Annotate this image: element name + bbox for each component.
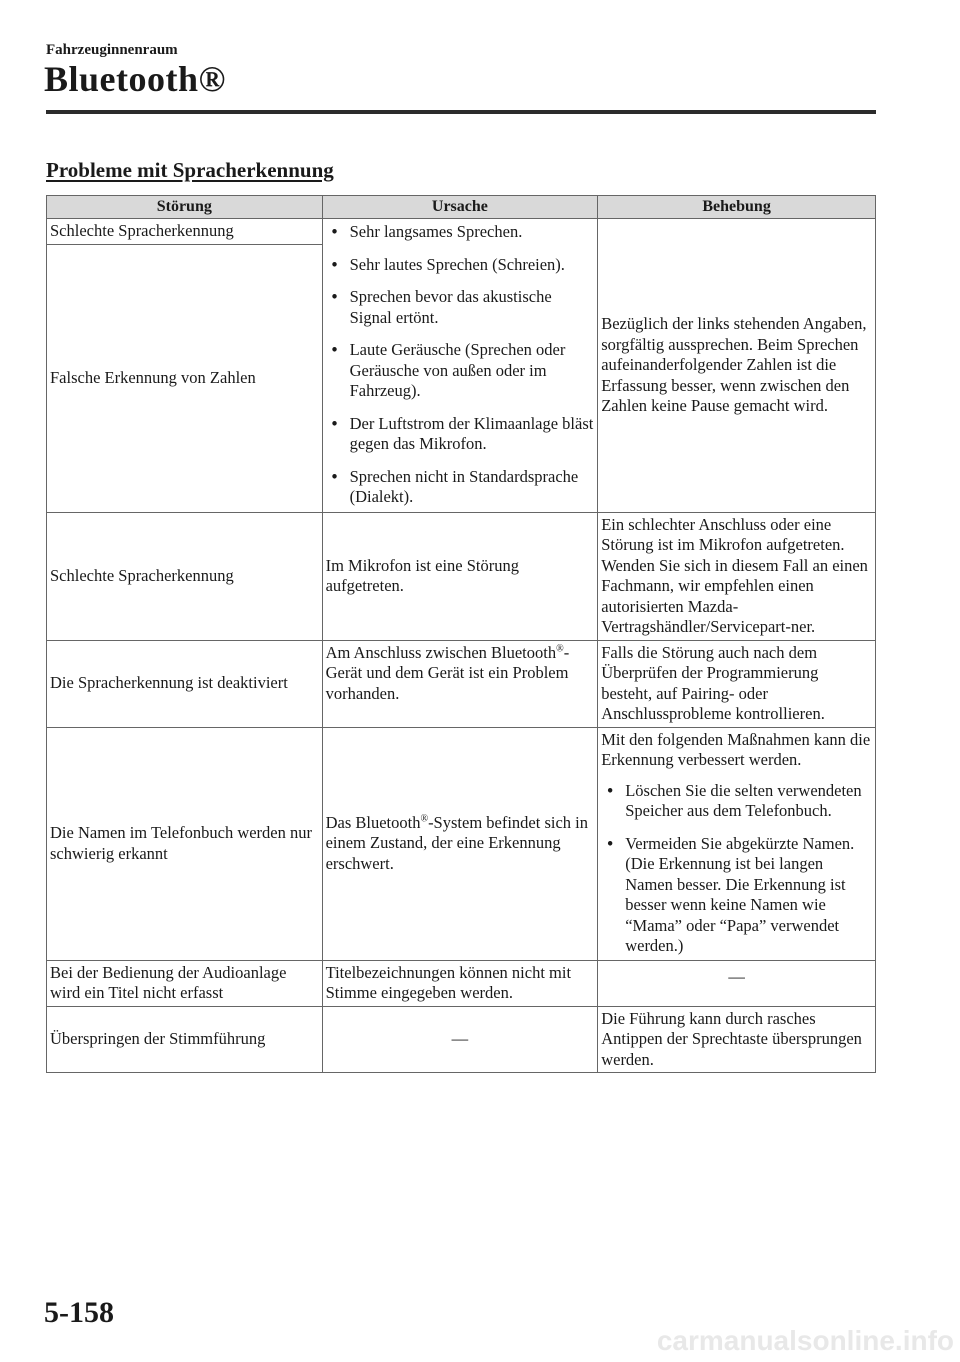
stoerung-cell: Die Spracherkennung ist deaktiviert — [47, 640, 323, 727]
list-item: • Sprechen bevor das akustische Signal ertönt. — [326, 287, 595, 328]
behebung-list — [601, 781, 872, 957]
list-item: • Sehr langsames Sprechen. — [326, 222, 595, 243]
behebung-cell: — — [598, 960, 876, 1006]
registered-mark: ® — [556, 643, 564, 654]
ursache-text-pre: Am Anschluss zwischen Bluetooth — [325, 642, 557, 662]
page-number: 5-158 — [44, 1296, 114, 1329]
ursache-cell — [322, 640, 598, 727]
stoerung-cell: Überspringen der Stimmführung — [47, 1006, 323, 1073]
column-header-ursache: Ursache — [322, 196, 598, 219]
ursache-list — [326, 222, 595, 508]
list-item: • Sprechen nicht in Standardsprache (Dialekt). — [326, 467, 595, 508]
ursache-cell: Titelbezeichnungen können nicht mit Stimme eingegeben werden. — [322, 960, 598, 1006]
behebung-intro: Mit den folgenden Maßnahmen kann die Erkennung verbessert werden. — [601, 729, 871, 769]
stoerung-cell: Falsche Erkennung von Zahlen — [47, 244, 323, 512]
registered-mark: ® — [420, 813, 429, 825]
behebung-cell: Bezüglich der links stehenden Angaben, sorgfältig aussprechen. Beim Sprechen aufeinanderfolgender Zahlen ist die Erfassung besser, wenn zwischen den Zahlen keine Pause gemacht wird. — [598, 219, 876, 513]
stoerung-cell: Schlechte Spracherkennung — [47, 219, 323, 245]
ursache-cell — [322, 727, 598, 960]
list-item: • Löschen Sie die selten verwendeten Speicher aus dem Telefonbuch. — [601, 781, 872, 822]
table-row — [47, 640, 876, 727]
watermark: carmanualsonline.info — [656, 1325, 954, 1356]
list-item: • Sehr lautes Sprechen (Schreien). — [326, 255, 595, 276]
stoerung-cell: Bei der Bedienung der Audioanlage wird ein Titel nicht erfasst — [47, 960, 323, 1006]
title-rule — [46, 110, 876, 114]
ursache-text-pre: Das Bluetooth — [325, 812, 421, 832]
troubleshooting-table — [46, 195, 876, 1073]
stoerung-cell: Schlechte Spracherkennung — [47, 512, 323, 640]
table-row — [47, 1006, 876, 1073]
list-item: • Laute Geräusche (Sprechen oder Geräusche von außen oder im Fahrzeug). — [326, 340, 595, 402]
table-header-row — [47, 196, 876, 219]
column-header-stoerung: Störung — [47, 196, 323, 219]
table-row — [47, 727, 876, 960]
stoerung-cell: Die Namen im Telefonbuch werden nur schwierig erkannt — [47, 727, 323, 960]
list-item: • Vermeiden Sie abgekürzte Namen. (Die Erkennung ist bei langen Namen besser. Die Erkennung ist besser wenn keine Namen wie “Mama” oder “Papa” verwendet werden.) — [601, 834, 872, 957]
behebung-cell: Falls die Störung auch nach dem Überprüfen der Programmierung besteht, auf Pairing- oder Anschlussprobleme kontrollieren. — [598, 640, 876, 727]
behebung-cell — [598, 727, 876, 960]
ursache-cell: Im Mikrofon ist eine Störung aufgetreten. — [322, 512, 598, 640]
table-row — [47, 512, 876, 640]
list-item: • Der Luftstrom der Klimaanlage bläst gegen das Mikrofon. — [326, 414, 595, 455]
sub-heading: Probleme mit Spracherkennung — [46, 158, 334, 182]
table-row — [47, 219, 876, 245]
behebung-cell: Die Führung kann durch rasches Antippen der Sprechtaste übersprungen werden. — [598, 1006, 876, 1073]
column-header-behebung: Behebung — [598, 196, 876, 219]
table-row — [47, 960, 876, 1006]
chapter-title: Bluetooth® — [44, 59, 226, 99]
section-label: Fahrzeuginnenraum — [46, 42, 178, 58]
ursache-text-post: -Gerät und dem Gerät ist ein Problem vorhanden. — [325, 642, 570, 703]
ursache-text-post: -System befindet sich in einem Zustand, der eine Erkennung erschwert. — [325, 812, 588, 873]
behebung-cell: Ein schlechter Anschluss oder eine Störung ist im Mikrofon aufgetreten. Wenden Sie sich in diesem Fall an einen Fachmann, wir empfehlen einen autorisierten Mazda-Vertragshändler/Servicepart-ner. — [598, 512, 876, 640]
ursache-cell — [322, 219, 598, 513]
ursache-cell: — — [322, 1006, 598, 1073]
